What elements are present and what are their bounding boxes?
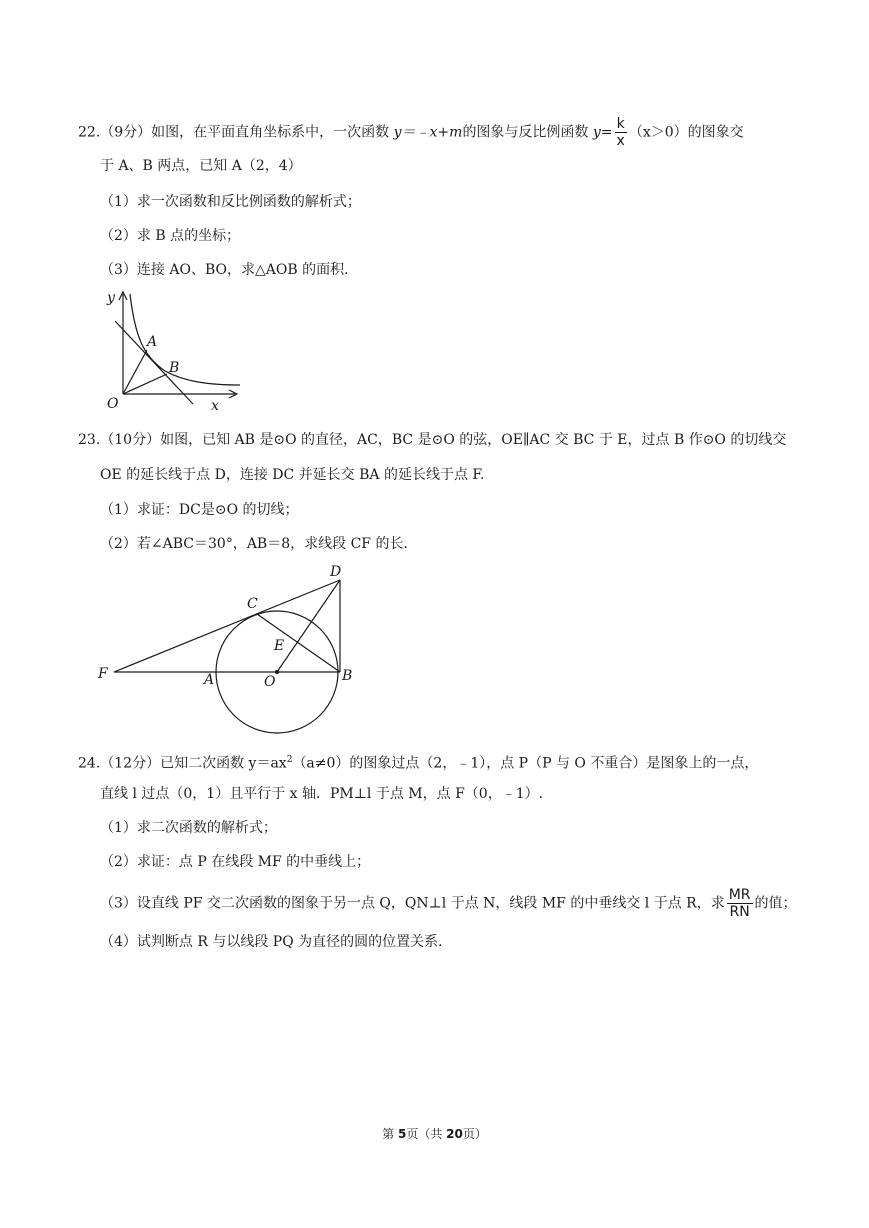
q23-line2: OE 的延长线于点 D，连接 DC 并延长交 BA 的延长线于点 F. [100, 467, 485, 483]
q24-number: 24.（12分） [78, 755, 161, 772]
q22-sub3: （3）连接 AO、BO，求△AOB 的面积． [100, 262, 359, 278]
q22-label-x: x [211, 398, 219, 414]
footer-total-pages: 20 [446, 1127, 463, 1141]
q22-label-O: O [107, 396, 119, 412]
q22-frac-num: k [615, 116, 627, 133]
q24-sub3-text-a: （3）设直线 PF 交二次函数的图象于另一点 Q，QN⊥l 于点 N，线段 MF 的中垂线交 l 于点 R，求 [100, 895, 725, 912]
q22-fraction [615, 116, 627, 149]
q23-label-A: A [204, 672, 215, 688]
q24-sub4: （4）试判断点 R 与以线段 PQ 为直径的圆的位置关系． [100, 934, 453, 950]
q22-label-B: B [169, 360, 180, 376]
q22-frac-den: x [616, 133, 625, 149]
q24-sub3-text-b: 的值； [754, 895, 797, 912]
q22-linear-eq: y＝﹣x+m [393, 124, 463, 141]
q22-y-eq: y= [592, 124, 613, 141]
q22-label-y: y [107, 290, 115, 306]
q24-fraction [727, 887, 753, 920]
footer-post: 页） [462, 1127, 487, 1141]
q22-segment-OB [123, 374, 167, 394]
q24-frac-den: RN [729, 904, 750, 920]
q22-figure [95, 286, 255, 416]
q24-line1 [78, 750, 758, 774]
q22-text-a: 如图，在平面直角坐标系中，一次函数 [151, 124, 390, 141]
q23-label-F: F [98, 666, 108, 682]
q23-label-B: B [342, 668, 353, 684]
q24-frac-num: MR [728, 887, 751, 903]
q23-number: 23.（10分） [78, 432, 161, 448]
q23-figure [90, 560, 360, 735]
q23-line-FD [114, 580, 340, 672]
q23-label-D: D [330, 564, 342, 580]
q23-label-E: E [274, 638, 285, 654]
q23-center-dot [275, 670, 279, 674]
q23-text-1: 如图，已知 AB 是⊙O 的直径，AC，BC 是⊙O 的弦，OE∥AC 交 BC 于 E，过点 B 作⊙O 的切线交 [160, 432, 787, 448]
q22-text-b: 的图象与反比例函数 [462, 124, 589, 141]
q22-number: 22.（9分） [78, 124, 152, 141]
q24-text-a: 已知二次函数 y＝ax [160, 755, 287, 772]
q23-sub1: （1）求证：DC是⊙O 的切线； [100, 502, 299, 518]
q24-sub2: （2）求证：点 P 在线段 MF 的中垂线上； [100, 854, 371, 870]
q22-line2: 于 A、B 两点，已知 A（2，4） [100, 158, 302, 174]
q23-line-CB [257, 614, 340, 672]
q23-sub2: （2）若∠ABC＝30°，AB＝8，求线段 CF 的长． [100, 536, 418, 552]
q23-label-O: O [264, 674, 276, 690]
q22-label-A: A [147, 334, 158, 350]
q24-line2: 直线 l 过点（0，1）且平行于 x 轴．PM⊥l 于点 M，点 F（0，﹣1）. [100, 786, 544, 802]
footer-pre: 第 [382, 1127, 398, 1141]
q24-sub3 [100, 887, 797, 920]
footer-mid: 页（共 [406, 1127, 447, 1141]
page-footer [0, 1125, 869, 1142]
q24-exponent: 2 [286, 755, 293, 765]
q22-text-c: （x＞0）的图象交 [628, 124, 744, 141]
q24-text-b: （a≠0）的图象过点（2，﹣1），点 P（P 与 O 不重合）是图象上的一点， [292, 755, 759, 772]
q22-sub1: （1）求一次函数和反比例函数的解析式； [100, 194, 361, 210]
q24-sub1: （1）求二次函数的解析式； [100, 820, 277, 836]
q23-label-C: C [247, 596, 258, 612]
footer-page-number: 5 [397, 1127, 407, 1141]
q23-line-OD [277, 580, 340, 672]
q23-line1 [78, 430, 786, 450]
q22-line1 [78, 116, 744, 149]
q22-sub2: （2）求 B 点的坐标； [100, 228, 241, 244]
q22-segment-OA [123, 350, 147, 394]
